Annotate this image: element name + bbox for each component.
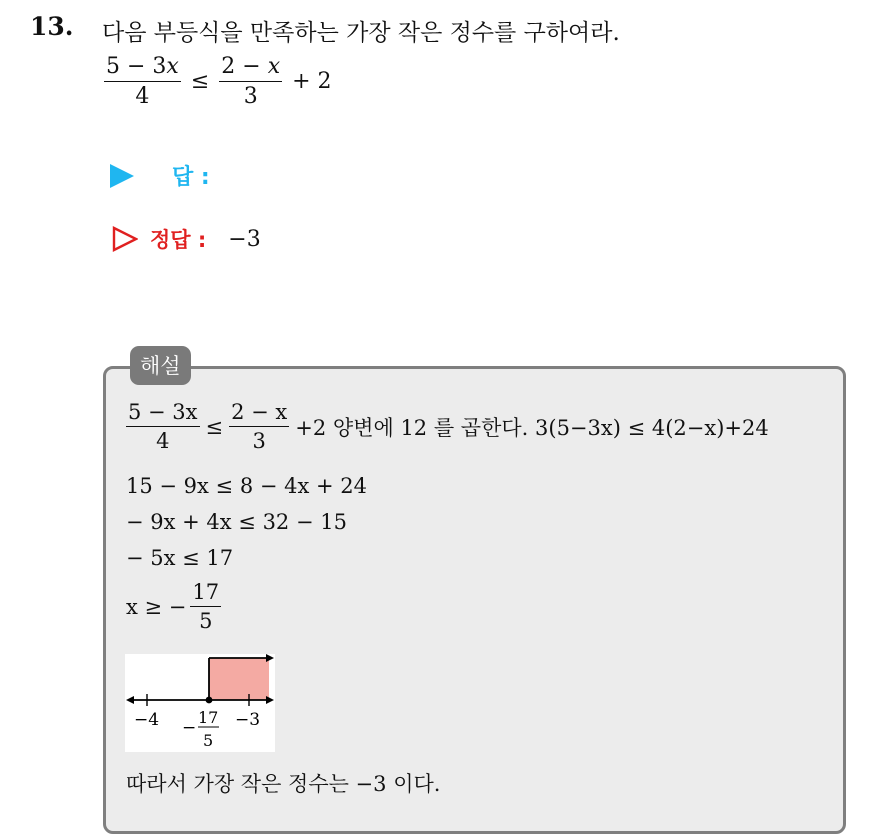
solution-conclusion: 따라서 가장 작은 정수는 −3 이다. [126,772,441,796]
play-triangle-icon [110,164,134,188]
rhs-fraction: $\frac{2 - x}{3}$ [221,54,281,110]
tick-label-minus-sign: − [182,718,197,738]
ray-arrowhead [266,654,274,662]
correct-answer-label: 정답 : [150,228,207,252]
question-text: 다음 부등식을 만족하는 가장 작은 정수를 구하여라. [102,20,620,46]
solution-line-1: $\frac{5 - 3x}{4}$ ≤ $\frac{2 - x}{3}$ +2 양변에 12 를 곱한다. 3(5−3x) ≤ 4(2−x)+24 [128,400,769,454]
solution-tag: 해설 [130,346,191,385]
tick-label-fraction-num: 17 [198,708,219,727]
solution-region [209,658,269,700]
lhs-fraction: $\frac{5 - 3x}{4}$ [106,54,179,110]
axis-left-arrowhead [126,696,134,704]
relation: ≤ [190,69,210,95]
axis-right-arrowhead [266,696,274,704]
outline-triangle-icon [112,226,138,252]
correct-answer-row [112,224,261,254]
boundary-point [206,697,213,704]
tick-label-minus-4: −4 [134,710,160,730]
tick-label-minus-3: −3 [235,710,261,730]
rhs-tail: + 2 [292,69,332,95]
number-line-svg [125,654,275,752]
solution-line-5: x ≥ − $\frac{17}{5}$ [126,580,220,634]
question-number: 13. [30,12,74,41]
answer-label: 답 : [172,165,210,190]
tick-label-fraction-den: 5 [203,731,214,750]
correct-answer-value: −3 [228,226,261,252]
solution-line-3: − 9x + 4x ≤ 32 − 15 [126,510,347,534]
number-line-figure [125,654,275,752]
solution-line-2: 15 − 9x ≤ 8 − 4x + 24 [126,474,367,498]
solution-line-4: − 5x ≤ 17 [126,546,234,570]
answer-row [110,160,210,191]
question-inequality [104,54,332,110]
